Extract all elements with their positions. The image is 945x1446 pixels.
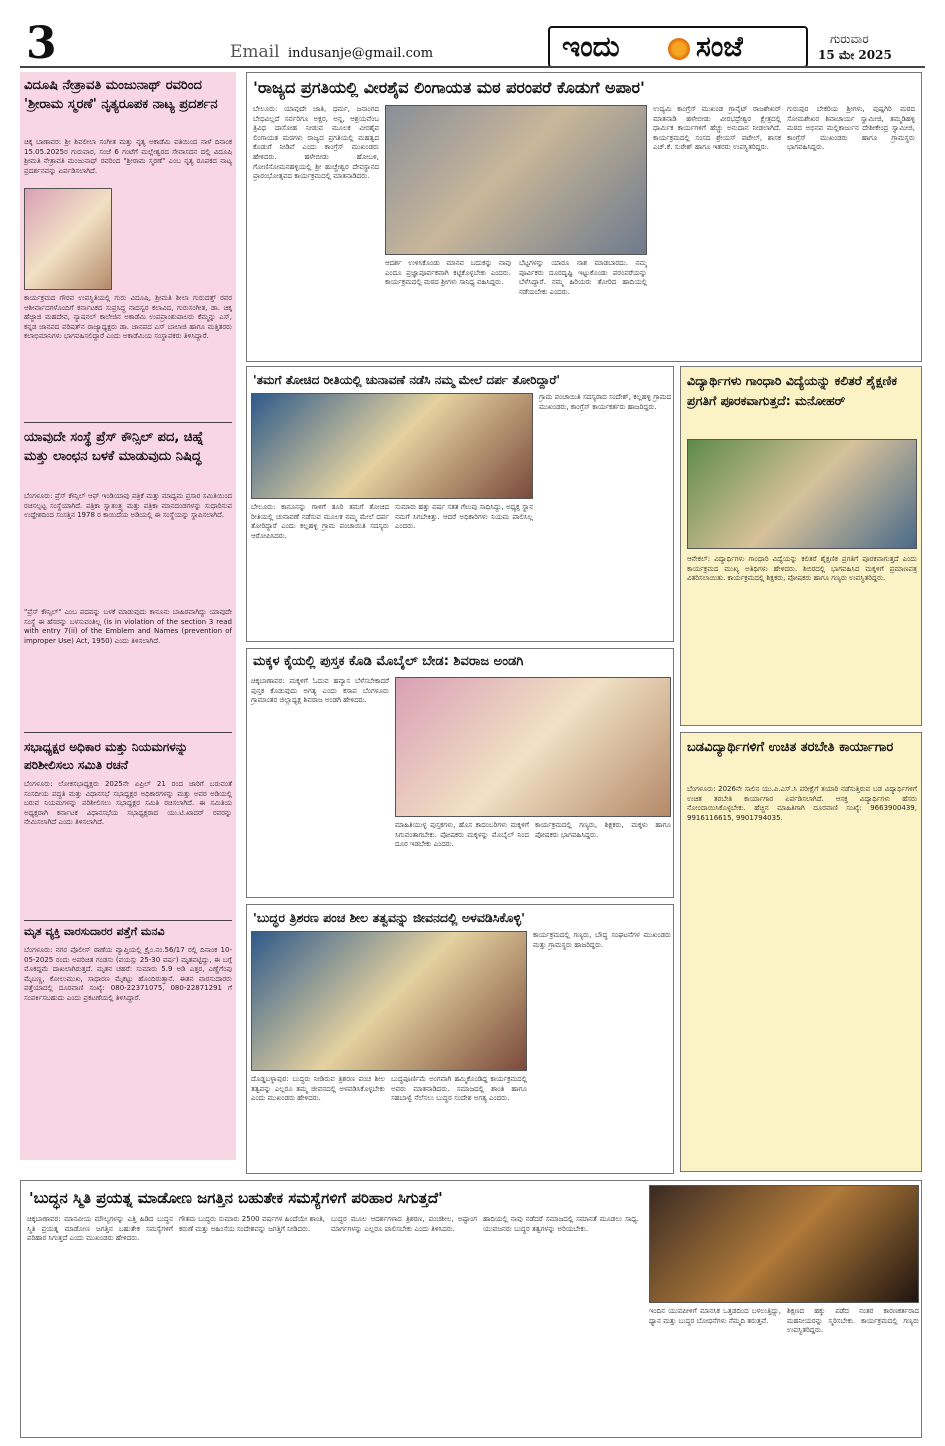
article-dance [24, 76, 232, 416]
email-address[interactable]: indusanje@gmail.com [288, 46, 434, 61]
article-press-council-headline: ಯಾವುದೇ ಸಂಸ್ಥೆ ಪ್ರೆಸ್ ಕೌನ್ಸಿಲ್ ಪದ, ಚಿಹ್ನೆ ಮತ್ತು ಲಾಂಛನ ಬಳಕೆ ಮಾಡುವುದು ನಿಷಿದ್ಧ [24, 430, 204, 464]
story-books-col1: ಚಿಕ್ಕಬಾಣಾವರ: ಮಕ್ಕಳಿಗೆ ಓದುವ ಹವ್ಯಾಸ ಬೆಳೆಸಬೇಕಾದರೆ ಪುಸ್ತಕ ಕೊಡುವುದು ಅಗತ್ಯ ಎಂದು ಕಸಾಪ ಬೆಂಗಳೂರು ಗ್ರಾಮಾಂತರ ಜಿಲ್ಲಾಧ್ಯಕ್ಷ ಶಿವರಾಜ ಅಂಡಗಿ ಹೇಳಿದರು. [251, 677, 389, 705]
article-speaker-committee-headline: ಸಭಾಧ್ಯಕ್ಷರ ಅಧಿಕಾರ ಮತ್ತು ನಿಯಮಗಳನ್ನು ಪರಿಶೀಲಿಸಲು ಸಮಿತಿ ರಚನೆ [24, 740, 188, 772]
article-dance-body1b [116, 188, 232, 288]
paper-logo [548, 26, 808, 68]
story-students [680, 366, 922, 726]
bottom-story-col1: ಚಿಕ್ಕಬಾಣಾವರ: ಮಾನವೀಯ ಮೌಲ್ಯಗಳನ್ನು ಎತ್ತಿ ಹಿಡಿದ ಬುದ್ಧನ ಸ್ಮಿತಿ ಪ್ರಯತ್ನ ಮಾಡೋಣ ಜಗತ್ತಿನ ಬಹುತೇಕ ಸಮಸ್ಯೆಗಳಿಗೆ ಪರಿಹಾರ ಸಿಗುತ್ತದೆ ಎಂದು ಮುಖಂಡರು ಹೇಳಿದರು. [27, 1215, 173, 1243]
bottom-story-col2: ಗೌತಮ ಬುದ್ಧರು ಸುಮಾರು 2500 ವರ್ಷಗಳ ಹಿಂದೆಯೇ ಶಾಂತಿ, ಕರುಣೆ ಮತ್ತು ಅಹಿಂಸೆಯ ಸಂದೇಶವನ್ನು ಜಗತ್ತಿಗೆ ನೀಡಿದರು. [179, 1215, 325, 1233]
article-unidentified-body-headline: ಮೃತ ವ್ಯಕ್ತಿ ವಾರಸುದಾರರ ಪತ್ತೆಗೆ ಮನವಿ [24, 925, 165, 938]
story-training-body: ಬೆಂಗಳೂರು: 2026ನೇ ಸಾಲಿನ ಯು.ಪಿ.ಎಸ್.ಸಿ ಪರೀಕ್ಷೆಗೆ ತಯಾರಿ ನಡೆಸುತ್ತಿರುವ ಬಡ ವಿದ್ಯಾರ್ಥಿಗಳಿಗೆ ಉಚಿತ ತರಬೇತಿ ಕಾರ್ಯಾಗಾರ ಏರ್ಪಡಿಸಲಾಗಿದೆ. ಆಸಕ್ತ ವಿದ್ಯಾರ್ಥಿಗಳು ಹೆಸರು ನೋಂದಾಯಿಸಿಕೊಳ್ಳಬೇಕು. ಹೆಚ್ಚಿನ ಮಾಹಿತಿಗಾಗಿ ದೂರವಾಣಿ ಸಂಖ್ಯೆ: 9663900439, 9916116615, 9901794035. [687, 785, 917, 822]
article-speaker-committee-body: ಬೆಂಗಳೂರು: ಲೋಕಸಭಾಧ್ಯಕ್ಷರು 2025ನೇ ಏಪ್ರಿಲ್ 21 ರಂದ ಜಾರಿಗೆ ಬರುವಂತೆ ಸಂಸದೀಯ ಪದ್ಧತಿ ಮತ್ತು ವಿಧಾನಸಭೆ ಸಭಾಧ್ಯಕ್ಷರ ಅಧಿಕಾರಗಳನ್ನು ಮತ್ತು ಅವರ ಅಡಿಯಲ್ಲಿ ಬರುವ ನಿಯಮಗಳನ್ನು ಪರಿಶೀಲಿಸಲು ಸಭಾಧ್ಯಕ್ಷರ ಸಮಿತಿ ರಚಿಸಲಾಗಿದೆ. ಈ ಸಮಿತಿಯ ಅಧ್ಯಕ್ಷರಾಗಿ ಕರ್ನಾಟಕ ವಿಧಾನಸಭೆಯ ಸಭಾಧ್ಯಕ್ಷರಾದ ಯು.ಟಿ.ಖಾದರ್ ರವರನ್ನು ನೇಮಿಸಲಾಗಿದೆ ಎಂದು ತಿಳಿಸಲಾಗಿದೆ. [24, 780, 232, 827]
story-buddha [246, 904, 674, 1174]
story-students-photo [687, 439, 917, 549]
article-dance-body1: ಚಿಕ್ಕ ಬಾಣಾವರ: ಶ್ರೀ ಶಿವಲೀಲಾ ಸಂಗೀತ ಮತ್ತು ನೃತ್ಯ ಅಕಾಡೆಮಿ ವತಿಯಿಂದ ನಾಳೆ ದಿನಾಂಕ 15.05.2025ರ ಗುರುವಾರ, ಸಂಜೆ 6 ಗಂಟೆಗೆ ಮಲ್ಲೇಶ್ವರದ ಸೇವಾಸದನ ದಲ್ಲಿ ವಿದೂಷಿ ಶ್ರೀಮತಿ ನೇತ್ರಾವತಿ ಮಂಜುನಾಥ್ ರವರಿಂದ "ಶ್ರೀರಾಮ ಸ್ಮರಣೆ" ಎಂಬ ನೃತ್ಯ ರೂಪಕದ ನಾಟ್ಯ ಪ್ರದರ್ಶನವನ್ನು ಏರ್ಪಡಿಸಲಾಗಿದೆ. [24, 138, 232, 175]
bottom-story-headline: 'ಬುದ್ಧನ ಸ್ಮಿತಿ ಪ್ರಯತ್ನ ಮಾಡೋಣ ಜಗತ್ತಿನ ಬಹುತೇಕ ಸಮಸ್ಯೆಗಳಿಗೆ ಪರಿಹಾರ ಸಿಗುತ್ತದೆ' [29, 1189, 443, 1207]
article-dance-headline: ವಿದೂಷಿ ನೇತ್ರಾವತಿ ಮಂಜುನಾಥ್ ರವರಿಂದ 'ಶ್ರೀರಾಮ ಸ್ಮರಣೆ' ನೃತ್ಯರೂಪಕ ನಾಟ್ಯ ಪ್ರದರ್ಶನ [24, 78, 218, 112]
bottom-story-photo [649, 1185, 919, 1303]
paper-name-left: ಇಂದು [562, 30, 620, 63]
story-books-headline: ಮಕ್ಕಳ ಕೈಯಲ್ಲಿ ಪುಸ್ತಕ ಕೊಡಿ ಮೊಬೈಲ್ ಬೇಡ: ಶಿವರಾಜ ಅಂಡಗಿ [253, 654, 524, 669]
story-election-headline: 'ತಮಗೆ ತೋಚಿದ ರೀತಿಯಲ್ಲಿ ಚುನಾವಣೆ ನಡೆಸಿ ನಮ್ಮ ಮೇಲೆ ದರ್ಪ ತೋರಿದ್ದಾರೆ' [253, 373, 561, 387]
story-election-col1: ಬೇಲೂರು: ಕಾನೂನನ್ನು ಗಾಳಿಗೆ ತೂರಿ ತಮಗೆ ತೋಚಿದ ರೀತಿಯಲ್ಲಿ ಚುನಾವಣೆ ನಡೆಸುವ ಮೂಲಕ ನಮ್ಮ ಮೇಲೆ ದರ್ಪ ತೋರಿದ್ದಾರೆ ಎಂದು ಕಲ್ಲಹಳ್ಳಿ ಗ್ರಾಮ ಪಂಚಾಯಿತಿ ಸದಸ್ಯರು ಆರೋಪಿಸಿದರು. [251, 503, 389, 540]
issue-date: 15 ಮೇ 2025 [818, 48, 892, 62]
bottom-story-col4: ಹಾದಿಯಲ್ಲಿ ನಾವು ನಡೆದರೆ ಸಮಾಜದಲ್ಲಿ ಸಮಾನತೆ ಮೂಡಲು ಸಾಧ್ಯ. ಯುವಜನರು ಬುದ್ಧರ ತತ್ವಗಳನ್ನು ಅರಿಯಬೇಕು. [483, 1215, 639, 1233]
story-books-photo [395, 677, 671, 817]
dancer-photo [24, 188, 112, 290]
top-story [246, 72, 922, 362]
top-story-col3: ಬೆಟ್ಟಗಳನ್ನು ಯಾರೂ ನಾಶ ಮಾಡಬಾರದು. ನಮ್ಮ ಪೂರ್ವಿಕರು ದೂರದೃಷ್ಟಿ ಇಟ್ಟುಕೊಂಡು ಪರಂಪರೆಯನ್ನು ಬೆಳೆಸಿದ್ದಾರೆ. ನಮ್ಮ ಹಿರಿಯರು ತೋರಿದ ಹಾದಿಯಲ್ಲಿ ನಡೆಯಬೇಕು ಎಂದರು. [519, 259, 647, 296]
story-books-col3: ಕಾರ್ಯಕ್ರಮದಲ್ಲಿ ಗಣ್ಯರು, ಶಿಕ್ಷಕರು, ಮಕ್ಕಳು ಹಾಗೂ ಪೋಷಕರು ಭಾಗವಹಿಸಿದ್ದರು. [535, 821, 671, 839]
story-buddha-photo [251, 931, 527, 1071]
article-unidentified-body-text: ಬೆಂಗಳೂರು: ನಗರ ಪೊಲೀಸ್ ಠಾಣೆಯ ವ್ಯಾಪ್ತಿಯಲ್ಲಿ ಕ್ರೈಂ.ನಂ.56/17 ರಲ್ಲಿ ದಿನಾಂಕ 10-05-2025 ರಂದು ಅಪರಿಚಿತ ಗಂಡಸು (ವಯಸ್ಸು 25-30 ವರ್ಷ) ಮೃತಪಟ್ಟಿದ್ದು, ಈ ಬಗ್ಗೆ ಮೊಕದ್ದಮೆ ದಾಖಲಾಗಿರುತ್ತದೆ. ಮೃತನ ಚಹರೆ: ಸುಮಾರು 5.9 ಅಡಿ ಎತ್ತರ, ಎಣ್ಣೆಗೆಂಪು ಮೈಬಣ್ಣ, ಕೋಲುಮುಖ, ಸಾಧಾರಣ ಮೈಕಟ್ಟು ಹೊಂದಿರುತ್ತಾನೆ. ಈತನ ವಾರಸುದಾರರು ಪತ್ತೆಯಾದಲ್ಲಿ ದೂರವಾಣಿ ಸಂಖ್ಯೆ: 080-22371075, 080-22871291 ಗೆ ಸಂಪರ್ಕಿಸಬಹುದು ಎಂದು ಪ್ರಕಟಣೆಯಲ್ಲಿ ತಿಳಿಸಿದ್ದಾರೆ. [24, 946, 232, 1002]
top-story-photo [385, 105, 647, 255]
story-training-headline: ಬಡವಿದ್ಯಾರ್ಥಿಗಳಿಗೆ ಉಚಿತ ತರಬೇತಿ ಕಾರ್ಯಾಗಾರ [687, 740, 894, 755]
article-unidentified-body [24, 924, 232, 1156]
top-story-headline: 'ರಾಜ್ಯದ ಪ್ರಗತಿಯಲ್ಲಿ ವೀರಶೈವ ಲಿಂಗಾಯತ ಮಠ ಪರಂಪರೆ ಕೊಡುಗೆ ಅಪಾರ' [253, 78, 645, 97]
story-buddha-col2: ಬುದ್ಧಪೂರ್ಣಿಮೆ ಅಂಗವಾಗಿ ಹಮ್ಮಿಕೊಂಡಿದ್ದ ಕಾರ್ಯಕ್ರಮದಲ್ಲಿ ಅವರು ಮಾತನಾಡಿದರು. ಸಮಾಜದಲ್ಲಿ ಶಾಂತಿ ಹಾಗೂ ಸಹಬಾಳ್ವೆ ನೆಲೆಸಲು ಬುದ್ಧರ ಸಂದೇಶ ಅಗತ್ಯ ಎಂದರು. [391, 1075, 527, 1103]
bottom-story-col6: ಶಿಕ್ಷಣದ ಹಕ್ಕು ಪಡೆದ ನಂತರ ಕಾರಣಕರ್ತರಾದ ಮಹನೀಯರನ್ನು ಸ್ಮರಿಸಬೇಕು. ಕಾರ್ಯಕ್ರಮದಲ್ಲಿ ಗಣ್ಯರು ಉಪಸ್ಥಿತರಿದ್ದರು. [787, 1307, 919, 1335]
page-number: 3 [26, 22, 57, 66]
top-story-col1: ಬೇಲೂರು: ಯಾವುದೇ ಜಾತಿ, ಧರ್ಮ, ಜನಾಂಗದ ಬೇಧವಿಲ್ಲದೆ ಸರ್ವರಿಗೂ ಅಕ್ಷರ, ಅನ್ನ, ಆಶ್ರಯವೆಂಬ ತ್ರಿವಿಧ ದಾಸೋಹ ನೀಡುವ ಮೂಲಕ ವೀರಶೈವ ಲಿಂಗಾಯತ ಮಠಗಳು ರಾಜ್ಯದ ಪ್ರಗತಿಯಲ್ಲಿ ಮಹತ್ವದ ಕೊಡುಗೆ ನೀಡಿವೆ ಎಂದು ಕಾಂಗ್ರೆಸ್ ಮುಖಂಡರು ಹೇಳಿದರು. ಹಳೇಬೀಡು ಹೋಬಳಿ, ಗೋಣಿಸೋಮನಹಳ್ಳಿಯಲ್ಲಿ ಶ್ರೀ ಹುಚ್ಚೇಶ್ವರ ದೇವಸ್ಥಾನದ ಪ್ರಾರಂಭೋತ್ಸವದ ಕಾರ್ಯಕ್ರಮದಲ್ಲಿ ಮಾತನಾಡಿದರು. [253, 105, 379, 181]
article-press-council [24, 428, 232, 728]
sun-logo-icon [668, 38, 690, 60]
story-books-col2: ಮಾಹಿತಿಯುಳ್ಳ ಪುಸ್ತಕಗಳು, ಹೊಸ ಕಾದಂಬರಿಗಳು ಮಕ್ಕಳಿಗೆ ಸಿಗುವಂತಾಗಬೇಕು. ಪೋಷಕರು ಮಕ್ಕಳನ್ನು ಮೊಬೈಲ್ ನಿಂದ ದೂರ ಇಡಬೇಕು ಎಂದರು. [395, 821, 529, 849]
top-story-col2: ಆದರ್ಶ ಉಳಿಸಿಕೊಂಡು ಮಾನವ ಬದುಕನ್ನು ನಾವು ಎಂದೂ ಪ್ರಜ್ಞಾಪೂರ್ವಕವಾಗಿ ಕಟ್ಟಿಕೊಳ್ಳಬೇಕು ಎಂದರು. ಕಾರ್ಯಕ್ರಮದಲ್ಲಿ ಮಠದ ಶ್ರೀಗಳು ಸಾನಿಧ್ಯ ವಹಿಸಿದ್ದರು. [385, 259, 511, 287]
story-election-col2: ಸುಮಾರು ಹತ್ತು ವರ್ಷ ಸತತ ಗೆಲುವು ಸಾಧಿಸಿದ್ದು, ಅಧ್ಯಕ್ಷ ಸ್ಥಾನ ನಮಗೆ ಸಿಗಬೇಕಿತ್ತು. ಆದರೆ ಅಧಿಕಾರಿಗಳು ನಿಯಮ ಪಾಲಿಸಿಲ್ಲ ಎಂದರು. [395, 503, 533, 531]
story-buddha-headline: 'ಬುದ್ಧರ ತ್ರಿಶರಣ ಪಂಚ ಶೀಲ ತತ್ವವನ್ನು ಜೀವನದಲ್ಲಿ ಅಳವಡಿಸಿಕೊಳ್ಳಿ' [253, 910, 525, 925]
top-story-col4: ಉದ್ಯಮಿ ಕಾಂಗ್ರೆಸ್ ಮುಖಂಡ ಗ್ರಾನೈಟ್ ರಾಜಶೇಖರ್ ಮಾತನಾಡಿ ಹಳೇಬೀಡು ವೀರಭದ್ರೇಶ್ವರ ಕ್ಷೇತ್ರದಲ್ಲಿ ಧಾರ್ಮಿಕ ಕಾರ್ಯಗಳಿಗೆ ಹೆಚ್ಚು ಅನುದಾನ ನೀಡಲಾಗಿದೆ. ಕಾರ್ಯಕ್ರಮದಲ್ಲಿ ಸಂಸದ ಶ್ರೇಯಸ್ ಪಟೇಲ್, ಶಾಸಕ ಎಚ್.ಕೆ. ಸುರೇಶ್ ಹಾಗೂ ಇತರರು ಉಪಸ್ಥಿತರಿದ್ದರು. [653, 105, 781, 152]
story-election-photo [251, 393, 533, 499]
story-buddha-col3: ಕಾರ್ಯಕ್ರಮದಲ್ಲಿ ಗಣ್ಯರು, ಬೌದ್ಧ ಸಂಘಟನೆಗಳ ಮುಖಂಡರು ಮತ್ತು ಗ್ರಾಮಸ್ಥರು ಹಾಜರಿದ್ದರು. [533, 931, 671, 949]
bottom-story-col5: ಇಂದಿನ ಯುವಪೀಳಿಗೆ ಮಾನಸಿಕ ಒತ್ತಡದಿಂದ ಬಳಲುತ್ತಿದ್ದು, ಧ್ಯಾನ ಮತ್ತು ಬುದ್ಧರ ಬೋಧನೆಗಳು ನೆಮ್ಮದಿ ತರುತ್ತವೆ. [649, 1307, 781, 1325]
story-books [246, 648, 674, 898]
left-column [20, 72, 236, 1160]
article-dance-body2: ಕಾರ್ಯಕ್ರಮದ ಗೌರವ ಉಪಸ್ಥಿತಿಯಲ್ಲಿ ಗುರು ವಿದೂಷಿ, ಶ್ರೀಮತಿ ಶೀಲಾ ಗುರುದತ್ತ್ ರವರ ಆಶೀರ್ವಾದಗಳೊಂದಿಗೆ ಕರ್ನಾಟಕದ ಸುಪ್ರಸಿದ್ಧ ನಾದಸ್ವರ ಕಲಾವಿದ, ಗುರುಸಂಗೀತ, ಡಾ. ಚಿಕ್ಕ ಹೆಜ್ಜಾಜಿ ಮಹದೇವ, ನ್ಯಾಷನಲ್ ಕಾಲೇಜಿನ ಅಕಾಡೆಮಿ ಉಪಪ್ರಾಂಶುಪಾಲರು ಕೆಮ್ಮನ್ನು ಎಸ್, ಕನ್ನಡ ಜಾನಪದ ಪರಿಷತ್‌ನ ರಾಜ್ಯಾಧ್ಯಕ್ಷರು ಡಾ. ಜಾನಪದ ಎಸ್ ಬಾಲಾಜಿ ಹಾಗೂ ಮತ್ತಿತರರು ಕಲಾಭಿಮಾನಿಗಳು ಭಾಗವಹಿಸಲಿದ್ದಾರೆ ಎಂದು ಅಕಾಡೆಮಿಯ ಸಂಸ್ಥಾಪಕರು ತಿಳಿಸಿದ್ದಾರೆ. [24, 294, 232, 341]
story-election [246, 366, 674, 642]
paper-name-right: ಸಂಜೆ [696, 30, 744, 63]
email-label: Email [230, 42, 280, 62]
masthead [0, 0, 945, 70]
story-election-col3: ಗ್ರಾಮ ಪಂಚಾಯಿತಿ ಸದಸ್ಯರಾದ ಸಂದೇಶ್, ಕಲ್ಲಹಳ್ಳಿ ಗ್ರಾಮದ ಮುಖಂಡರು, ಕಾಂಗ್ರೆಸ್ ಕಾರ್ಯಕರ್ತರು ಹಾಜರಿದ್ದರು. [539, 393, 671, 411]
story-training [680, 732, 922, 1172]
masthead-rule [20, 66, 925, 68]
story-students-headline: ವಿದ್ಯಾರ್ಥಿಗಳು ಗಾಂಧಾರಿ ವಿದ್ಯೆಯನ್ನು ಕಲಿತರೆ ಶೈಕ್ಷಣಿಕ ಪ್ರಗತಿಗೆ ಪೂರಕವಾಗುತ್ತದೆ: ಮನೋಹರ್ [687, 373, 897, 408]
bottom-story [20, 1180, 922, 1438]
issue-day: ಗುರುವಾರ [830, 32, 869, 46]
article-press-council-body2: "ಪ್ರೆಸ್ ಕೌನ್ಸಿಲ್" ಎಂಬ ಪದವನ್ನು ಬಳಕೆ ಮಾಡುವುದು ಕಾನೂನು ಬಾಹಿರವಾಗಿದ್ದು ಯಾವುದೇ ಸಂಸ್ಥೆ ಈ ಹೆಸರನ್ನು ಬಳಸುವಂತಿಲ್ಲ (is in violation of the section 3 read with entry 7(ii) of the Emblem and Names (prevention of improper Use) Act, 1950) ಎಂದು ತಿಳಿಸಲಾಗಿದೆ. [24, 608, 232, 645]
top-story-col5: ಗುರುಪುರ ಬೇಕರಿಯ ಶ್ರೀಗಳು, ಪುಷ್ಪಗಿರಿ ಮಠದ ಸೋಮಶೇಖರ ಶಿವಾಚಾರ್ಯ ಸ್ವಾಮೀಜಿ, ತಮ್ಮಡಿಹಳ್ಳಿ ಮಠದ ಅಭಿನವ ಮಲ್ಲಿಕಾರ್ಜುನ ದೇಶೀಕೇಂದ್ರ ಸ್ವಾಮೀಜಿ, ಕಾಂಗ್ರೆಸ್ ಮುಖಂಡರು ಹಾಗೂ ಗ್ರಾಮಸ್ಥರು ಭಾಗವಹಿಸಿದ್ದರು. [787, 105, 915, 152]
story-students-body: ಆನೇಕಲ್: ವಿದ್ಯಾರ್ಥಿಗಳು ಗಾಂಧಾರಿ ವಿದ್ಯೆಯನ್ನು ಕಲಿತರೆ ಶೈಕ್ಷಣಿಕ ಪ್ರಗತಿಗೆ ಪೂರಕವಾಗುತ್ತದೆ ಎಂದು ಕಾರ್ಯಕ್ರಮದ ಮುಖ್ಯ ಅತಿಥಿಗಳು ಹೇಳಿದರು. ಶಿಬಿರದಲ್ಲಿ ಭಾಗವಹಿಸಿದ ಮಕ್ಕಳಿಗೆ ಪ್ರಮಾಣಪತ್ರ ವಿತರಿಸಲಾಯಿತು. ಕಾರ್ಯಕ್ರಮದಲ್ಲಿ ಶಿಕ್ಷಕರು, ಪೋಷಕರು ಹಾಗೂ ಗಣ್ಯರು ಉಪಸ್ಥಿತರಿದ್ದರು. [687, 555, 917, 583]
story-buddha-col1: ದೊಡ್ಡಬಳ್ಳಾಪುರ: ಬುದ್ಧರು ನೀಡಿರುವ ತ್ರಿಶರಣ ಪಂಚ ಶೀಲ ತತ್ವವನ್ನು ಎಲ್ಲರೂ ತಮ್ಮ ಜೀವನದಲ್ಲಿ ಅಳವಡಿಸಿಕೊಳ್ಳಬೇಕು ಎಂದು ಮುಖಂಡರು ಹೇಳಿದರು. [251, 1075, 385, 1103]
article-speaker-committee [24, 738, 232, 918]
bottom-story-col3: ಬುದ್ಧರ ಮೂಲ ಆದರ್ಶಗಳಾದ ತ್ರಿಶರಣ, ಪಂಚಶೀಲ, ಅಷ್ಟಾಂಗ ಮಾರ್ಗಗಳನ್ನು ಎಲ್ಲರೂ ಪಾಲಿಸಬೇಕು ಎಂದು ತಿಳಿಸಿದರು. [331, 1215, 477, 1233]
article-press-council-body1: ಬೆಂಗಳೂರು: ಪ್ರೆಸ್ ಕೌನ್ಸಿಲ್ ಆಫ್ ಇಂಡಿಯಾವು ಪತ್ರಿಕೆ ಮತ್ತು ಮಾಧ್ಯಮ ಪ್ರಸಾರ ಸಮಿತಿಯಿಂದ ರಚಿಸಲ್ಪಟ್ಟ ಸಂಸ್ಥೆಯಾಗಿದೆ. ಪತ್ರಿಕಾ ಸ್ವಾತಂತ್ರ್ಯ ಮತ್ತು ಪತ್ರಿಕಾ ಮಾನದಂಡಗಳನ್ನು ಸುಧಾರಿಸುವ ಉದ್ದೇಶದಿಂದ ಸಂಸತ್ತಿನ 1978 ರ ಕಾಯಿದೆಯ ಅಡಿಯಲ್ಲಿ ಈ ಸಂಸ್ಥೆಯನ್ನು ಸ್ಥಾಪಿಸಲಾಗಿದೆ. [24, 492, 232, 520]
